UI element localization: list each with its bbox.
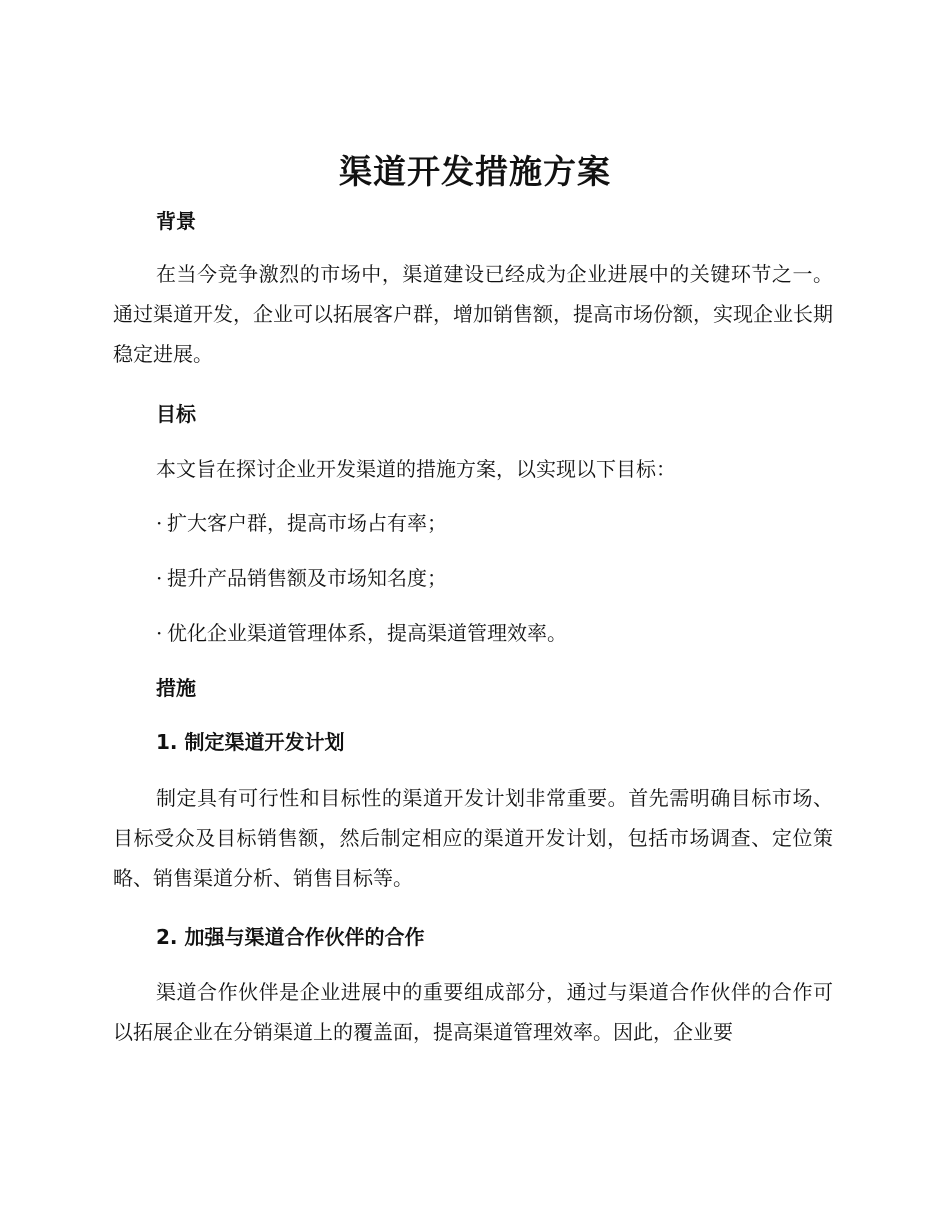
bullet-dot: · (156, 621, 163, 645)
list-item-text: 优化企业渠道管理体系，提高渠道管理效率。 (167, 621, 567, 645)
list-item-text: 扩大客户群，提高市场占有率； (167, 511, 447, 535)
document-title: 渠道开发措施方案 (339, 152, 611, 191)
list-item (156, 618, 567, 648)
section-heading-measures: 措施 (156, 676, 196, 700)
section-heading-goals: 目标 (156, 402, 196, 426)
subheading-measure-1: 1. 制定渠道开发计划 (156, 730, 345, 754)
subheading-measure-2: 2. 加强与渠道合作伙伴的合作 (156, 925, 425, 949)
list-item (156, 508, 447, 538)
bullet-dot: · (156, 566, 163, 590)
measure-1-paragraph: 制定具有可行性和目标性的渠道开发计划非常重要。首先需明确目标市场、目标受众及目标销售额，然后制定相应的渠道开发计划，包括市场调查、定位策略、销售渠道分析、销售目标等。 (113, 786, 833, 890)
background-paragraph: 在当今竞争激烈的市场中，渠道建设已经成为企业进展中的关键环节之一。通过渠道开发，企业可以拓展客户群，增加销售额，提高市场份额，实现企业长期稳定进展。 (113, 262, 833, 366)
section-heading-background: 背景 (156, 209, 196, 233)
goals-intro: 本文旨在探讨企业开发渠道的措施方案，以实现以下目标： (156, 457, 676, 481)
list-item (156, 563, 447, 593)
list-item-text: 提升产品销售额及市场知名度； (167, 566, 447, 590)
measure-2-paragraph: 渠道合作伙伴是企业进展中的重要组成部分，通过与渠道合作伙伴的合作可以拓展企业在分销渠道上的覆盖面，提高渠道管理效率。因此，企业要 (113, 980, 833, 1044)
bullet-dot: · (156, 511, 163, 535)
